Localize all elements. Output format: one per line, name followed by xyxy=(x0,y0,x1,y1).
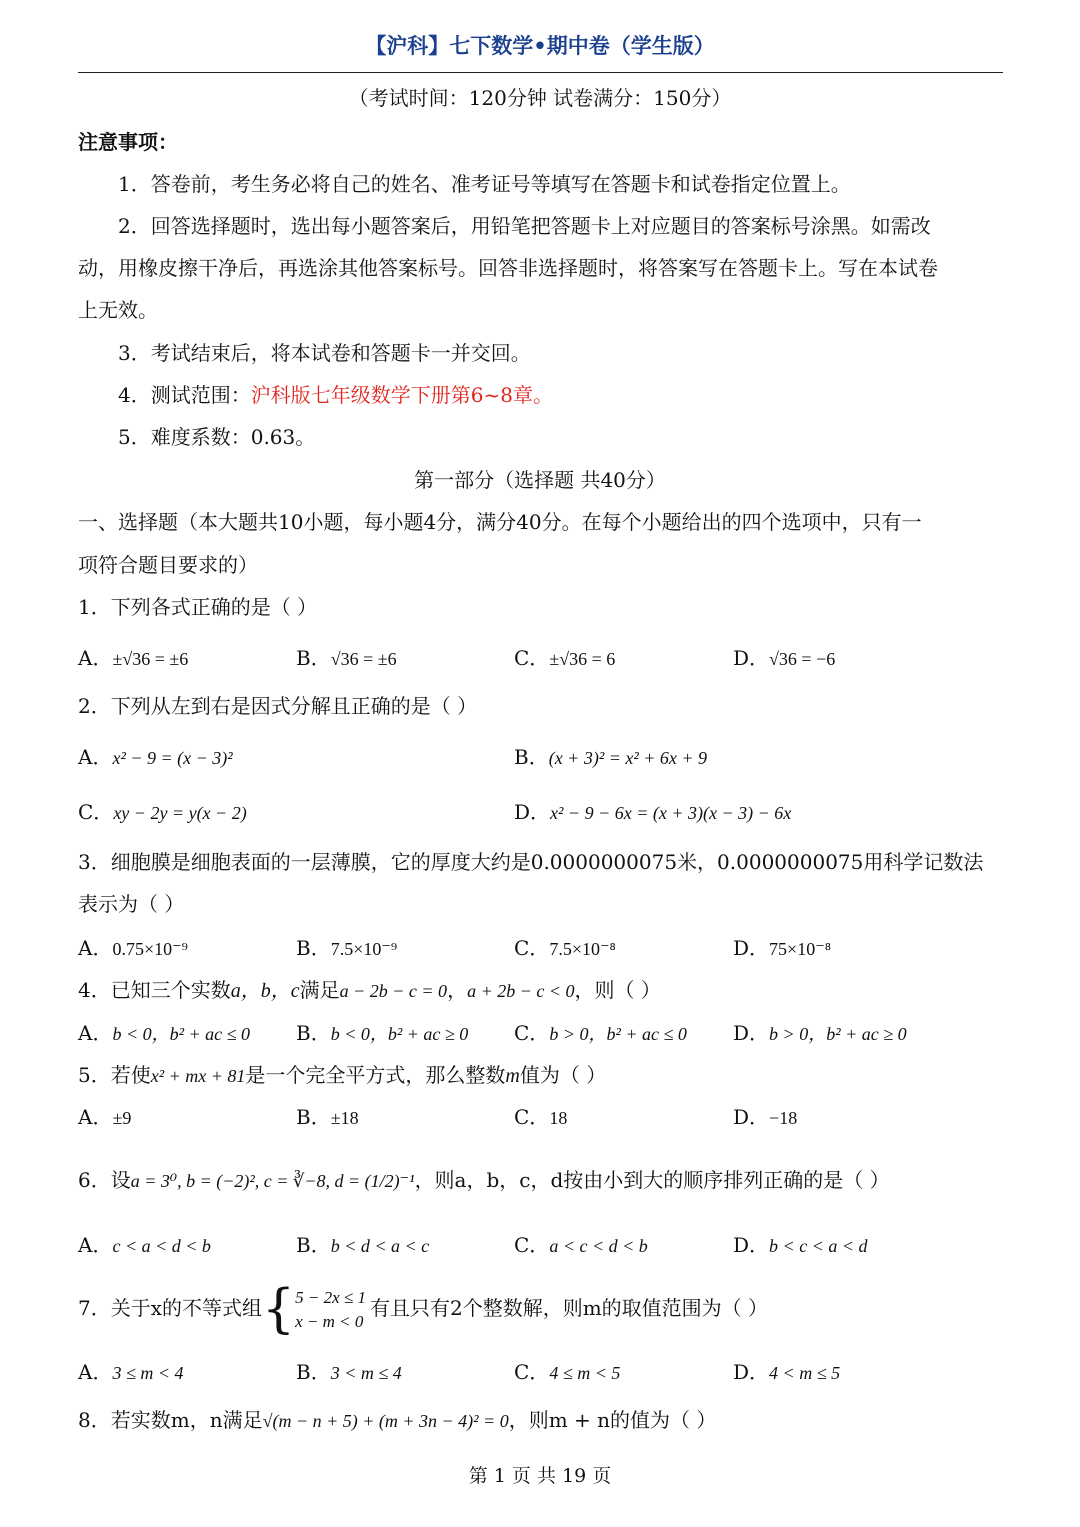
q3-option-c: C．7.5×10⁻⁸ xyxy=(514,936,616,960)
notice-item-5: 5．难度系数：0.63。 xyxy=(118,425,316,449)
q6-definitions: a = 3⁰, b = (−2)², c = ∛−8, d = (1/2)⁻¹ xyxy=(130,1171,415,1191)
q7-option-b: B．3 < m ≤ 4 xyxy=(296,1360,402,1384)
q5-option-a: A．±9 xyxy=(78,1105,132,1129)
q6-option-b: B．b < d < a < c xyxy=(296,1233,430,1257)
header-divider xyxy=(78,72,1003,73)
notice-item-3: 3．考试结束后，将本试卷和答题卡一并交回。 xyxy=(118,341,531,365)
page-footer: 第 1 页 共 19 页 xyxy=(468,1465,612,1487)
q3-option-d: D．75×10⁻⁸ xyxy=(733,936,831,960)
q2-option-c: C．xy − 2y = y(x − 2) xyxy=(78,800,247,824)
q6-option-d: D．b < c < a < d xyxy=(733,1233,868,1257)
q4-condition-1: a − 2b − c = 0 xyxy=(339,981,448,1001)
q6-option-a: A．c < a < d < b xyxy=(78,1233,211,1257)
q7-inequality-system: 5 − 2x ≤ 1 x − m < 0 xyxy=(295,1287,366,1331)
q5-option-b: B．±18 xyxy=(296,1105,359,1129)
q7-option-c: C．4 ≤ m < 5 xyxy=(514,1360,621,1384)
q2-option-b: B．(x + 3)² = x² + 6x + 9 xyxy=(514,745,708,769)
q7-option-d: D．4 < m ≤ 5 xyxy=(733,1360,841,1384)
q7-stem: 7．关于x的不等式组{ 5 − 2x ≤ 1 x − m < 0 有且只有2个整数解，则m的取值范围为（ ） xyxy=(78,1279,769,1340)
q2-stem: 2．下列从左到右是因式分解且正确的是（ ） xyxy=(78,694,478,718)
exam-info: （考试时间：120分钟 试卷满分：150分） xyxy=(348,86,732,110)
part1-title: 第一部分（选择题 共40分） xyxy=(414,468,666,492)
document-header-title: 【沪科】七下数学•期中卷（学生版） xyxy=(365,34,715,58)
test-range: 沪科版七年级数学下册第6~8章。 xyxy=(250,383,553,407)
q2-option-d: D．x² − 9 − 6x = (x + 3)(x − 3) − 6x xyxy=(514,800,792,824)
q7-system-brace: { xyxy=(262,1279,296,1340)
q4-stem: 4．已知三个实数a，b，c满足a − 2b − c = 0，a + 2b − c < 0，则（ ） xyxy=(78,978,661,1002)
q3-stem-line-1: 3．细胞膜是细胞表面的一层薄膜，它的厚度大约是0.0000000075米，0.0000000075用科学记数法 xyxy=(78,850,984,874)
q1-stem: 1．下列各式正确的是（ ） xyxy=(78,595,318,619)
q5-option-c: C．18 xyxy=(514,1105,568,1129)
notice-item-4-prefix: 4．测试范围： xyxy=(118,383,251,407)
q4-option-b: B．b < 0，b² + ac ≥ 0 xyxy=(296,1021,469,1045)
q3-stem-line-2: 表示为（ ） xyxy=(78,892,185,916)
notice-item-4 xyxy=(118,381,553,409)
q6-option-c: C．a < c < d < b xyxy=(514,1233,648,1257)
q4-option-a: A．b < 0，b² + ac ≤ 0 xyxy=(78,1021,251,1045)
q4-condition-2: a + 2b − c < 0 xyxy=(467,981,575,1001)
q6-stem: 6．设a = 3⁰, b = (−2)², c = ∛−8, d = (1/2)⁻¹，则a，b，c，d按由小到大的顺序排列正确的是（ ） xyxy=(78,1168,890,1192)
notice-item-2-line-1: 2．回答选择题时，选出每小题答案后，用铅笔把答题卡上对应题目的答案标号涂黑。如需改 xyxy=(118,214,931,238)
q1-option-d: D．√36 = −6 xyxy=(733,646,836,670)
q7-option-a: A．3 ≤ m < 4 xyxy=(78,1360,184,1384)
section1-instructions-line-2: 项符合题目要求的） xyxy=(78,553,258,577)
q3-option-b: B．7.5×10⁻⁹ xyxy=(296,936,398,960)
q4-option-d: D．b > 0，b² + ac ≥ 0 xyxy=(733,1021,907,1045)
section1-instructions-line-1: 一、选择题（本大题共10小题，每小题4分，满分40分。在每个小题给出的四个选项中，只有一 xyxy=(78,510,922,534)
q1-option-a: A．±√36 = ±6 xyxy=(78,646,189,670)
notice-item-2-line-2: 动，用橡皮擦干净后，再选涂其他答案标号。回答非选择题时，将答案写在答题卡上。写在本试卷 xyxy=(78,256,938,280)
q3-option-a: A．0.75×10⁻⁹ xyxy=(78,936,188,960)
q5-option-d: D．−18 xyxy=(733,1105,798,1129)
notice-item-1: 1．答卷前，考生务必将自己的姓名、准考证号等填写在答题卡和试卷指定位置上。 xyxy=(118,172,851,196)
notice-item-2-line-3: 上无效。 xyxy=(78,298,158,322)
q5-expression: x² + mx + 81 xyxy=(150,1066,246,1086)
q2-option-a: A．x² − 9 = (x − 3)² xyxy=(78,745,233,769)
q1-option-b: B．√36 = ±6 xyxy=(296,646,397,670)
q1-option-c: C．±√36 = 6 xyxy=(514,646,616,670)
q5-stem: 5．若使x² + mx + 81是一个完全平方式，那么整数m值为（ ） xyxy=(78,1063,607,1087)
q8-stem: 8．若实数m，n满足√(m − n + 5) + (m + 3n − 4)² = 0，则m + n的值为（ ） xyxy=(78,1408,717,1432)
notice-heading: 注意事项： xyxy=(78,130,178,154)
q8-expression: √(m − n + 5) + (m + 3n − 4)² = 0 xyxy=(262,1411,509,1431)
q4-option-c: C．b > 0，b² + ac ≤ 0 xyxy=(514,1021,687,1045)
